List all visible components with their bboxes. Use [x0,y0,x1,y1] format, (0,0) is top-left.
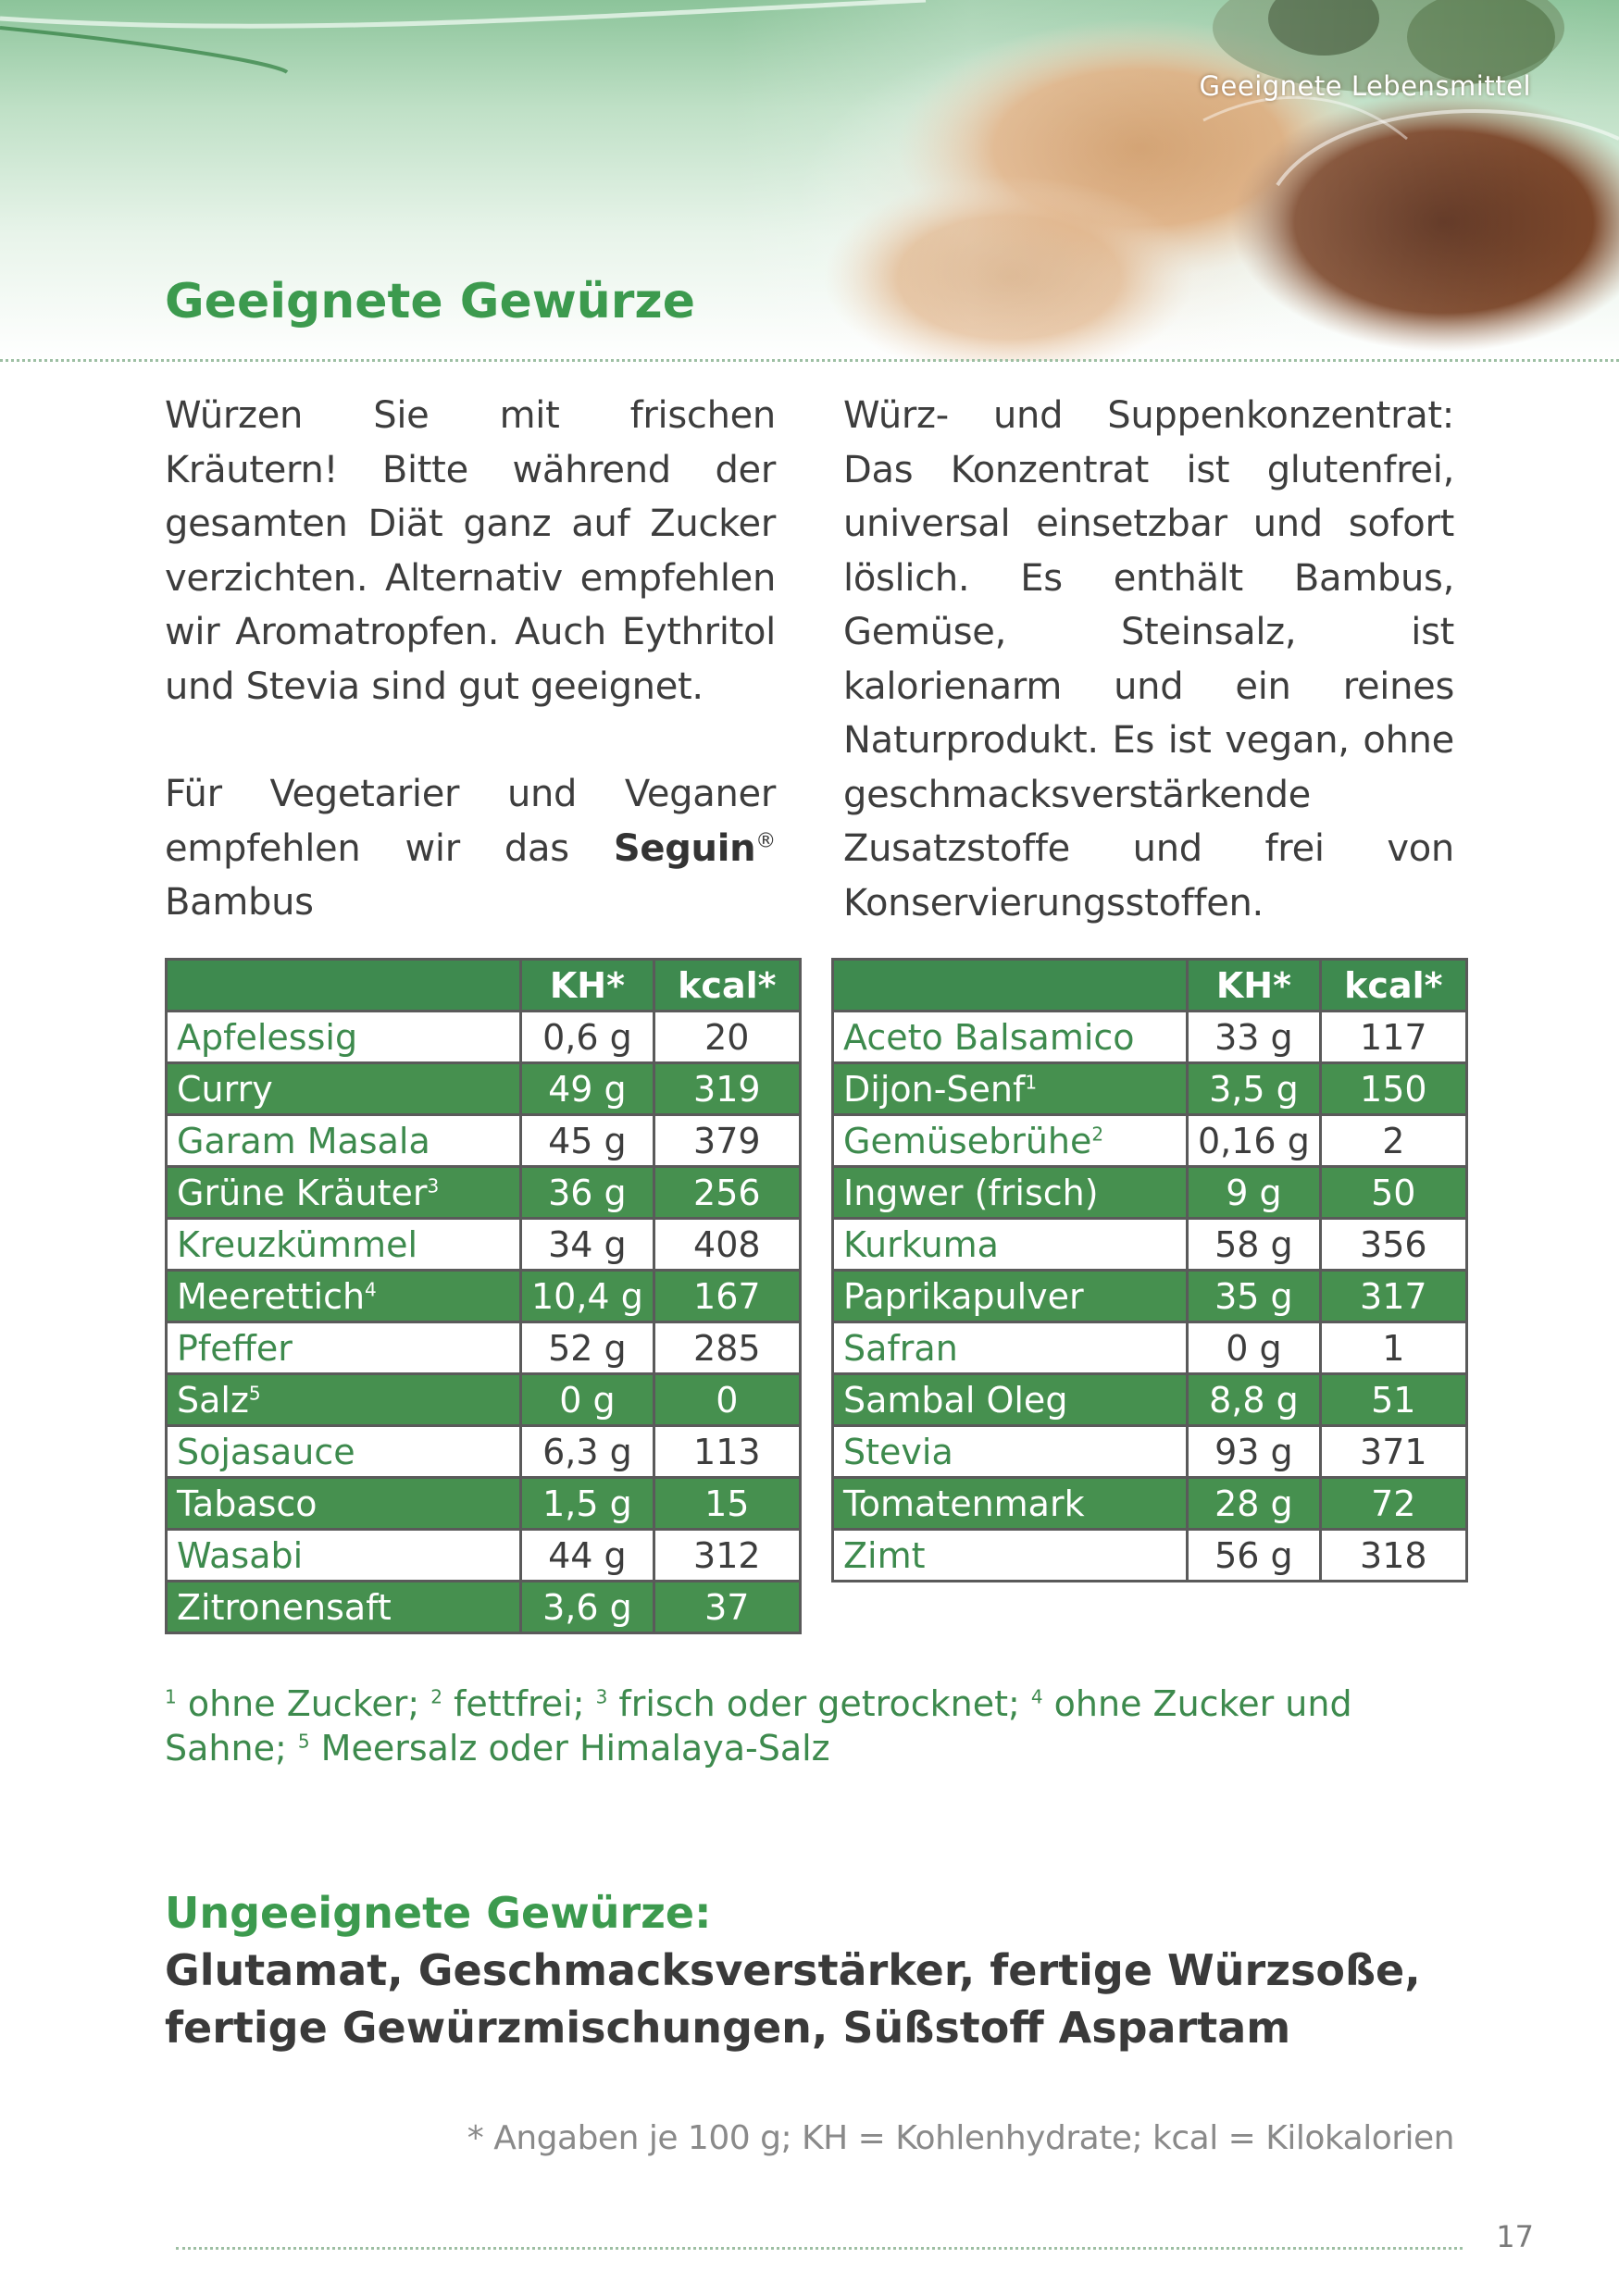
carbs-value: 10,4 g [521,1271,654,1322]
header-name [167,960,521,1011]
intro-text: Bambus [165,881,314,924]
carbs-value: 35 g [1188,1271,1321,1322]
kcal-value: 15 [654,1478,800,1530]
kcal-value: 312 [654,1530,800,1582]
footnote-ref: 5 [248,1381,261,1404]
spice-name [167,1167,521,1219]
kcal-value: 256 [654,1167,800,1219]
spice-name-text: Kreuzkümmel [177,1223,418,1265]
spice-name [167,1530,521,1582]
unsuitable-list [165,1942,1461,2056]
carbs-value: 9 g [1188,1167,1321,1219]
table-row [833,1063,1467,1115]
section-label: Geeignete Lebensmittel [1199,70,1531,102]
header-kcal: kcal* [654,960,800,1011]
footnotes [165,1682,1414,1770]
spice-table-left [165,958,802,1634]
spice-name [167,1426,521,1478]
spice-name-text: Grüne Kräuter [177,1172,428,1213]
spice-name-text: Ingwer (frisch) [843,1172,1099,1213]
carbs-value: 49 g [521,1063,654,1115]
footnote-ref: 2 [1091,1122,1104,1145]
table-row [167,1322,801,1374]
spice-name [167,1374,521,1426]
carbs-value: 58 g [1188,1219,1321,1271]
spice-name-text: Zimt [843,1534,926,1576]
spice-name-text: Safran [843,1327,958,1369]
kcal-value: 319 [654,1063,800,1115]
kcal-value: 117 [1320,1011,1466,1063]
table-row [833,1530,1467,1582]
unsuitable-heading: Ungeeignete Gewürze: [165,1888,712,1938]
kcal-value: 408 [654,1219,800,1271]
spice-name [167,1322,521,1374]
spice-name [833,1219,1188,1271]
kcal-value: 20 [654,1011,800,1063]
carbs-value: 36 g [521,1167,654,1219]
table-header-row [167,960,801,1011]
spice-name [833,1063,1188,1115]
table-row [833,1478,1467,1530]
footnote-mark: 2 [430,1685,442,1708]
spice-name-text: Wasabi [177,1534,304,1576]
spice-name-text: Pfeffer [177,1327,293,1369]
footnote-ref: 4 [365,1277,377,1300]
kcal-value: 72 [1320,1478,1466,1530]
spice-name-text: Zitronensaft [177,1586,392,1628]
intro-paragraph-3: Würz- und Suppenkonzentrat: Das Konzentrat ist glutenfrei, universal einsetzbar und sofort löslich. Es enthält Bambus, Gemüse, Steinsalz, ist kalorienarm und ein reines Naturprodukt. Es ist vegan, ohne geschmacksverstärkende Zusatzstoffe und frei von Konservierungsstoffen. [843,394,1454,925]
table-row [833,1322,1467,1374]
spice-name-text: Garam Masala [177,1120,430,1161]
table-row [167,1271,801,1322]
spice-name-text: Tabasco [177,1483,318,1524]
carbs-value: 0 g [521,1374,654,1426]
top-divider [0,359,1619,362]
kcal-value: 371 [1320,1426,1466,1478]
carbs-value: 6,3 g [521,1426,654,1478]
page-title: Geeignete Gewürze [165,274,695,329]
kcal-value: 317 [1320,1271,1466,1322]
spice-name [167,1115,521,1167]
table-row [833,1167,1467,1219]
intro-paragraph-2 [165,767,776,930]
page-number: 17 [1496,2219,1534,2254]
carbs-value: 0 g [1188,1322,1321,1374]
spice-name [833,1167,1188,1219]
spice-name-text: Curry [177,1068,273,1110]
registered-mark: ® [755,829,776,853]
spice-name-text: Paprikapulver [843,1275,1084,1317]
kcal-value: 1 [1320,1322,1466,1374]
footnote-text: fettfrei; [442,1683,596,1724]
kcal-value: 379 [654,1115,800,1167]
footnote-text: ohne Zucker und Sahne; [165,1683,1352,1769]
unsuitable-line-1: Glutamat, Geschmacksverstärker, fertige Würzsoße, [165,1945,1421,1995]
spice-name [833,1374,1188,1426]
carbs-value: 56 g [1188,1530,1321,1582]
kcal-value: 50 [1320,1167,1466,1219]
footnote-mark: 1 [165,1685,177,1708]
table-row [833,1426,1467,1478]
spice-name-text: Sambal Oleg [843,1379,1068,1421]
carbs-value: 44 g [521,1530,654,1582]
spice-name [833,1115,1188,1167]
carbs-value: 0,6 g [521,1011,654,1063]
kcal-value: 2 [1320,1115,1466,1167]
spice-name-text: Kurkuma [843,1223,999,1265]
intro-right-column [843,389,1454,930]
footnote-mark: 3 [595,1685,608,1708]
spice-name-text: Stevia [843,1431,953,1472]
table-header-row [833,960,1467,1011]
intro-text: Für Vegetarier und Veganer empfehlen wir das [165,773,776,870]
kcal-value: 285 [654,1322,800,1374]
spice-name [833,1322,1188,1374]
spice-name [833,1478,1188,1530]
spice-name-text: Apfelessig [177,1016,358,1058]
header-name [833,960,1188,1011]
kcal-value: 37 [654,1582,800,1633]
carbs-value: 28 g [1188,1478,1321,1530]
carbs-value: 3,5 g [1188,1063,1321,1115]
spice-name [833,1271,1188,1322]
spice-name [167,1011,521,1063]
kcal-value: 318 [1320,1530,1466,1582]
kcal-value: 167 [654,1271,800,1322]
footnote-ref: 3 [427,1173,440,1197]
table-row [167,1530,801,1582]
footnote-text: ohne Zucker; [176,1683,431,1724]
table-row [167,1219,801,1271]
spice-name [167,1063,521,1115]
table-row [167,1115,801,1167]
spice-name-text: Aceto Balsamico [843,1016,1135,1058]
spice-name-text: Sojasauce [177,1431,355,1472]
spice-table-right [831,958,1468,1582]
spice-name [167,1582,521,1633]
carbs-value: 3,6 g [521,1582,654,1633]
table-row [833,1219,1467,1271]
table-row [833,1374,1467,1426]
intro-paragraph-1: Würzen Sie mit frischen Kräutern! Bitte während der gesamten Diät ganz auf Zucker verzichten. Alternativ empfehlen wir Aromatropfen. Auch Eythritol und Stevia sind gut geeignet. [165,394,776,708]
spice-name [167,1478,521,1530]
header-kh: KH* [1188,960,1321,1011]
unsuitable-line-2: fertige Gewürzmischungen, Süßstoff Aspartam [165,2003,1291,2053]
kcal-value: 51 [1320,1374,1466,1426]
table-row [167,1011,801,1063]
kcal-value: 150 [1320,1063,1466,1115]
footnote-mark: 5 [297,1730,310,1753]
table-row [833,1271,1467,1322]
brand-name: Seguin [613,826,756,870]
spice-name-text: Gemüsebrühe [843,1120,1092,1161]
footnote-mark: 4 [1030,1685,1043,1708]
units-legend: * Angaben je 100 g; KH = Kohlenhydrate; kcal = Kilokalorien [467,2119,1454,2157]
table-row [167,1478,801,1530]
spice-name [167,1271,521,1322]
carbs-value: 52 g [521,1322,654,1374]
table-row [167,1582,801,1633]
carbs-value: 0,16 g [1188,1115,1321,1167]
header-kh: KH* [521,960,654,1011]
carbs-value: 1,5 g [521,1478,654,1530]
footnote-ref: 1 [1025,1070,1038,1093]
table-row [833,1115,1467,1167]
spice-name [833,1530,1188,1582]
spice-name [167,1219,521,1271]
footnote-text: frisch oder getrocknet; [607,1683,1031,1724]
carbs-value: 34 g [521,1219,654,1271]
bottom-divider [176,2247,1463,2250]
table-row [167,1426,801,1478]
spice-name [833,1426,1188,1478]
carbs-value: 45 g [521,1115,654,1167]
spice-name-text: Meerettich [177,1275,366,1317]
kcal-value: 356 [1320,1219,1466,1271]
carbs-value: 33 g [1188,1011,1321,1063]
carbs-value: 8,8 g [1188,1374,1321,1426]
spice-name-text: Dijon-Senf [843,1068,1026,1110]
carbs-value: 93 g [1188,1426,1321,1478]
footnote-text: Meersalz oder Himalaya-Salz [309,1728,830,1769]
table-row [833,1011,1467,1063]
spice-name-text: Salz [177,1379,249,1421]
kcal-value: 113 [654,1426,800,1478]
table-row [167,1167,801,1219]
spice-name [833,1011,1188,1063]
table-row [167,1374,801,1426]
header-kcal: kcal* [1320,960,1466,1011]
spice-name-text: Tomatenmark [843,1483,1085,1524]
intro-left-column [165,389,776,930]
kcal-value: 0 [654,1374,800,1426]
table-row [167,1063,801,1115]
